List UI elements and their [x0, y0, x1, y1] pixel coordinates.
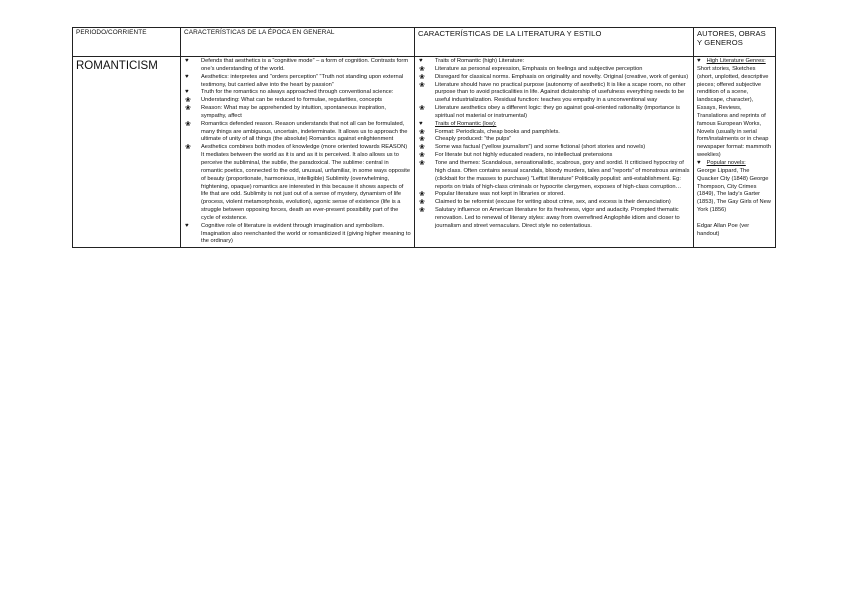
flower-bullet-icon: ❀ [419, 152, 425, 160]
epoca-list [184, 58, 411, 246]
epoca-cell [181, 57, 415, 248]
heart-bullet-icon: ♥ [185, 58, 189, 64]
list-item [418, 58, 690, 66]
flower-bullet-icon: ❀ [185, 97, 191, 105]
popular-novels-label: Popular novels: [706, 159, 746, 166]
header-literatura: CARACTERÍSTICAS DE LA LITERATURA Y ESTILO [415, 28, 694, 57]
list-item [418, 152, 690, 160]
romanticism-row [73, 57, 776, 248]
literatura-list [418, 58, 690, 231]
list-item [184, 105, 411, 121]
list-item-text: Claimed to be reformist (excuse for writing about crime, sex, and excess is their denunciation) [435, 199, 671, 206]
list-item-text: Reason: What may be apprehended by intuition, spontaneous inspiration, sympathy, affect [201, 105, 386, 119]
list-item-text: Cheaply produced: “the pulps” [435, 136, 512, 143]
heart-bullet-icon: ♥ [185, 89, 189, 96]
list-item-text: Cognitive role of literature is evident through imagination and symbolism. Imagination also reenchanted the world or romanticized it (giving higher meaning to the ordinary) [201, 222, 411, 245]
list-item-text: Traits of Romantic (high) Literature: [435, 58, 525, 64]
list-item-text: Literature aesthetics obey a different logic: they go against goal-oriented rationality (importance is spiritual not material or instrumental) [435, 105, 680, 119]
flower-bullet-icon: ❀ [419, 128, 425, 136]
list-item-text: Understanding: What can be reduced to formulae, regularities, concepts [201, 97, 383, 104]
list-item-text: Salutary influence on American literature for its freshness, vigor and audacity. Prompted thematic renovation. Led to renewal of literary styles: away from overrefined Anglophile idiom and closer to journalism and street vernaculars. Direct style no ostentatious. [435, 207, 680, 229]
list-item [184, 74, 411, 90]
header-epoca: CARACTERÍSTICAS DE LA ÉPOCA EN GENERAL [181, 28, 415, 57]
list-item [184, 223, 411, 247]
list-item-text: Format: Periodicals, cheap books and pamphlets. [435, 128, 560, 135]
list-item [418, 74, 690, 82]
list-item [418, 136, 690, 144]
flower-bullet-icon: ❀ [419, 81, 425, 89]
list-item [418, 82, 690, 106]
high-genres-label: High Literature Genres: [706, 58, 766, 64]
list-item [418, 66, 690, 74]
heart-bullet-icon: ♥ [419, 120, 423, 127]
list-item-text: Some was factual (“yellow journalism”) and some fictional (short stories and novels) [435, 144, 646, 151]
list-item [184, 58, 411, 74]
flower-bullet-icon: ❀ [419, 73, 425, 81]
flower-bullet-icon: ❀ [419, 191, 425, 199]
flower-bullet-icon: ❀ [185, 105, 191, 113]
flower-bullet-icon: ❀ [419, 105, 425, 113]
heart-bullet-icon: ♥ [419, 58, 423, 64]
autores-cell [694, 57, 776, 248]
header-periodo: PERIODO/CORRIENTE [73, 28, 181, 57]
header-autores: AUTORES, OBRAS Y GENEROS [694, 28, 776, 57]
high-genres-text: Short stories, Sketches (short, unplotted, descriptive pieces; offered subjective rendition of a scene, landscape, character), Essays, Reviews, Translations and reprints of famous European Works, Novels (usually in serial form/instalments or in cheap newspaper format: mammoth weeklies) [697, 65, 771, 159]
flower-bullet-icon: ❀ [419, 65, 425, 73]
flower-bullet-icon: ❀ [419, 136, 425, 144]
high-genres-heading [697, 58, 772, 66]
popular-novels-heading [697, 160, 772, 168]
list-item-text: For literate but not highly educated readers, no intellectual pretensions [435, 152, 613, 159]
list-item [418, 160, 690, 191]
heart-bullet-icon: ♥ [697, 58, 701, 64]
list-item-text: Aesthetics combines both modes of knowledge (more oriented towards REASON) It mediates between the world as it is and as it is perceived. It also allows us to perceive the subliminal, the subtle, the paradoxical. The sublime: central in romantic poetics, connected to the odd, unusual, unfamiliar, in some ways opposite of beauty (proportionate, harmonious, intelligible) Sublimity (overwhelming, frightening, opaque) romantics are interested in this because it shows aspects of life that are odd. Sublimity is not just out of a sense of mystery, dynamism of life (process, violent metamorphosis, evolution), agonic sense of existence (life is a struggle between opposing forces, death an ever-present possibility part of the cycle of existence. [201, 144, 410, 221]
list-item-text: Literature as personal expression, Emphasis on feelings and subjective perception [435, 65, 643, 72]
header-row [73, 28, 776, 57]
flower-bullet-icon: ❀ [185, 120, 191, 128]
list-item [184, 144, 411, 222]
list-item [418, 121, 690, 129]
poe-text: Edgar Allan Poe (ver handout) [697, 222, 750, 237]
list-item-text: Tone and themes: Scandalous, sensationalistic, scabrous, gory and sordid. It criticised hypocrisy of high class. Often contains sexual scandals, bloody murders, tales and “reports” of monstrous animals (clickbait for the masses to purchase) “Leftist literature” Politically populist: anti-establishment. Eg: reports on trials of high-class criminals or hypocrite clergymen, exposes of high-class corruption… [435, 159, 690, 190]
list-item [418, 199, 690, 207]
list-item [418, 207, 690, 231]
list-item-text: Literature should have no practical purpose (autonomy of aesthetic) It is like a scape room, no other purpose than to avoid practicalities in life. Against dictatorship of usefulness everything needs to be useful industrialization. Residual function: teaches you empathy in a unconventional way [435, 81, 686, 104]
heart-bullet-icon: ♥ [185, 222, 189, 229]
list-item-text: Traits of Romantic (low): [435, 120, 497, 127]
period-name: ROMANTICISM [73, 57, 181, 248]
flower-bullet-icon: ❀ [419, 199, 425, 207]
list-item-text: Disregard for classical norms. Emphasis on originality and novelty. Original (creative, work of genius) [435, 73, 689, 80]
list-item [418, 129, 690, 137]
list-item [418, 105, 690, 121]
list-item [418, 144, 690, 152]
list-item-text: Truth for the romantics no always approached through conventional science: [201, 89, 394, 96]
flower-bullet-icon: ❀ [419, 207, 425, 215]
list-item [184, 89, 411, 97]
flower-bullet-icon: ❀ [419, 144, 425, 152]
literature-table [72, 27, 776, 248]
list-item-text: Popular literature was not kept in libraries or stored. [435, 191, 565, 198]
flower-bullet-icon: ❀ [185, 144, 191, 152]
heart-bullet-icon: ♥ [697, 159, 701, 166]
heart-bullet-icon: ♥ [185, 73, 189, 80]
popular-novels-text: George Lippard, The Quacker City (1848) George Thompson, City Crimes (1849), The lady’s Garter (1853), The Gay Girls of New York (1856) [697, 167, 771, 214]
literatura-cell [415, 57, 694, 248]
list-item [184, 97, 411, 105]
list-item [418, 191, 690, 199]
list-item-text: Aesthetics: interpretes and “orders perception” “Truth not standing upon external testimony, but carried alive into the heart by passion” [201, 73, 404, 88]
flower-bullet-icon: ❀ [419, 159, 425, 167]
list-item [184, 121, 411, 145]
list-item-text: Defends that aesthetics is a “cognitive mode” – a form of cognition. Contrasts form one’s understanding of the world. [201, 58, 409, 72]
list-item-text: Romantics defended reason. Reason understands that not all can be formulated, many things are ambiguous, uncertain, indeterminate. It allows us to approach the ultimate of unity of all things (the absolute) Romantics against enlightenment [201, 120, 408, 143]
